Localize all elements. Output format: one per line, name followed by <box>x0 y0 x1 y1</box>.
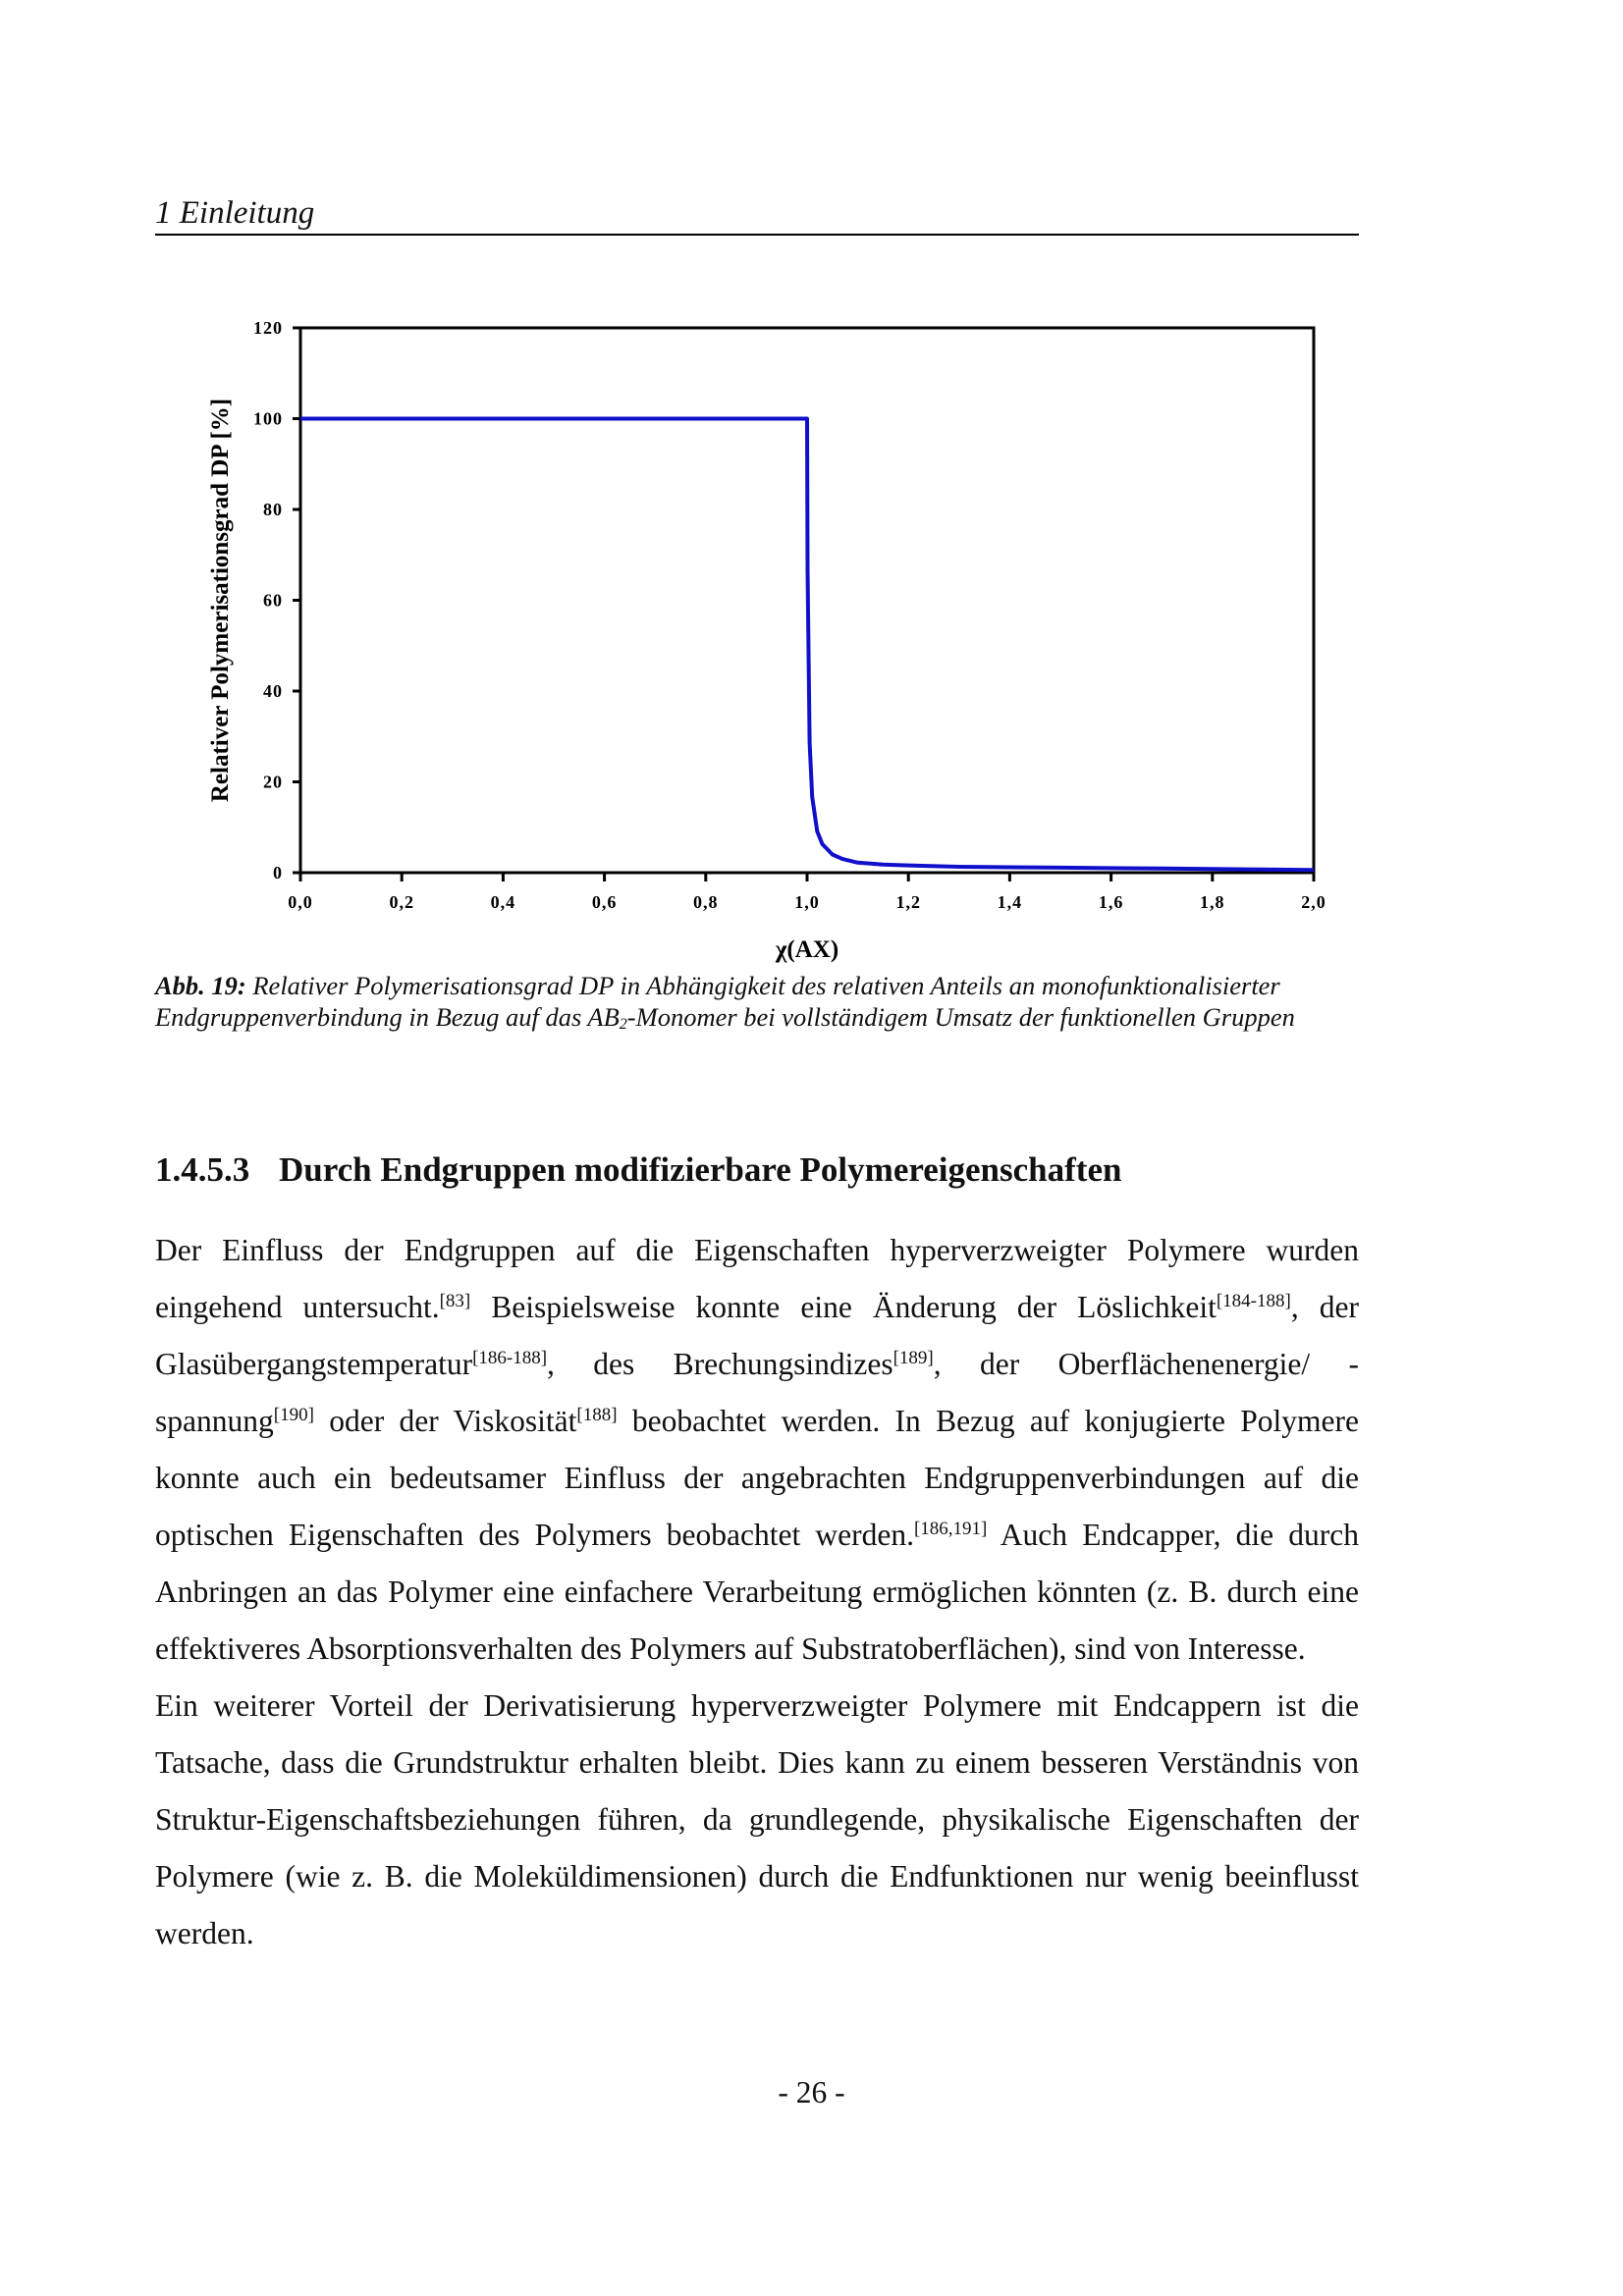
caption-text: Relativer Polymerisationsgrad DP in Abhängigkeit des relativen Anteils an monofunktionalisierter Endgruppenverbindung in Bezug auf das AB <box>155 971 1280 1032</box>
x-tick-label: 1,8 <box>1200 892 1225 912</box>
page-number: - 26 - <box>778 2075 845 2109</box>
y-tick-label: 80 <box>263 500 283 519</box>
y-tick-label: 100 <box>253 408 283 429</box>
section-title-text: Durch Endgruppen modifizierbare Polymereigenschaften <box>279 1150 1122 1189</box>
dp-chart <box>187 310 1345 968</box>
x-tick-label: 0,8 <box>693 892 719 912</box>
citation: [189] <box>893 1348 934 1368</box>
x-tick-label: 1,0 <box>794 892 820 912</box>
paragraph-1 <box>155 1222 1359 1678</box>
citation: [188] <box>576 1405 618 1425</box>
text-run: , der Glasübergangstemperatur <box>155 1290 1359 1381</box>
body-text <box>155 1222 1359 1962</box>
y-tick-label: 60 <box>263 590 283 611</box>
paragraph-2: Ein weiterer Vorteil der Derivatisierung hyperverzweigter Polymere mit Endcappern ist die Tatsache, dass die Grundstruktur erhalten bleibt. Dies kann zu einem besseren Verständnis von Struktur-Eigenschaftsbeziehungen führen, da grundlegende, physikalische Eigenschaften der Polymere (wie z. B. die Moleküldimensionen) durch die Endfunktionen nur wenig beeinflusst werden. <box>155 1688 1359 1950</box>
text-run: oder der Viskosität <box>313 1404 577 1438</box>
text-run: , des Brechungsindizes <box>547 1347 893 1381</box>
x-tick-label: 0,6 <box>591 892 618 912</box>
x-tick-label: 1,2 <box>895 892 921 912</box>
x-tick-label: 1,6 <box>1098 892 1124 912</box>
section-number: 1.4.5.3 <box>155 1150 250 1189</box>
caption-label: Abb. 19: <box>155 971 246 1000</box>
y-tick-label: 120 <box>253 318 283 338</box>
section-heading <box>155 1148 1359 1192</box>
x-tick-label: 0,0 <box>288 892 313 912</box>
x-tick-label: 0,4 <box>490 892 516 912</box>
citation: [184-188] <box>1216 1291 1291 1311</box>
text-run: beobachtet werden. In Bezug auf konjugierte Polymere konnte auch ein bedeutsamer Einfluss der angebrachten Endgruppenverbindungen auf die optischen Eigenschaften des Polymers beobachtet werden. <box>155 1404 1359 1552</box>
series-line-dp <box>300 419 1314 871</box>
x-tick-label: 2,0 <box>1301 892 1326 912</box>
text-run: , der Oberflächenenergie/ -spannung <box>155 1347 1359 1438</box>
header-title: 1 Einleitung <box>155 195 315 231</box>
text-run: Der Einfluss der Endgruppen auf die Eigenschaften hyperverzweigter Polymere wurden eingehend untersucht. <box>155 1233 1359 1324</box>
y-tick-label: 0 <box>273 863 283 882</box>
text-run: Beispielsweise konnte eine Änderung der Löslichkeit <box>470 1290 1217 1324</box>
citation: [186-188] <box>472 1348 548 1368</box>
x-tick-label: 0,2 <box>389 892 414 912</box>
running-header <box>155 192 1359 236</box>
caption-text-end: -Monomer bei vollständigem Umsatz der funktionellen Gruppen <box>626 1002 1295 1032</box>
x-tick-label: 1,4 <box>997 892 1023 912</box>
y-axis-label: Relativer Polymerisationsgrad DP [%] <box>207 398 234 803</box>
citation: [186,191] <box>913 1519 988 1539</box>
text-run: Auch Endcapper, die durch Anbringen an das Polymer eine einfachere Verarbeitung ermöglichen könnten (z. B. durch eine effektiveres Absorptionsverhalten des Polymers auf Substratoberflächen), sind von Interesse. <box>155 1518 1360 1666</box>
x-axis-label: χ(AX) <box>775 936 839 963</box>
caption-subscript: 2 <box>619 1016 627 1033</box>
figure-caption <box>155 970 1359 1033</box>
y-tick-label: 20 <box>263 772 283 792</box>
citation: [83] <box>439 1291 471 1311</box>
citation: [190] <box>273 1405 314 1425</box>
y-tick-label: 40 <box>263 681 283 701</box>
